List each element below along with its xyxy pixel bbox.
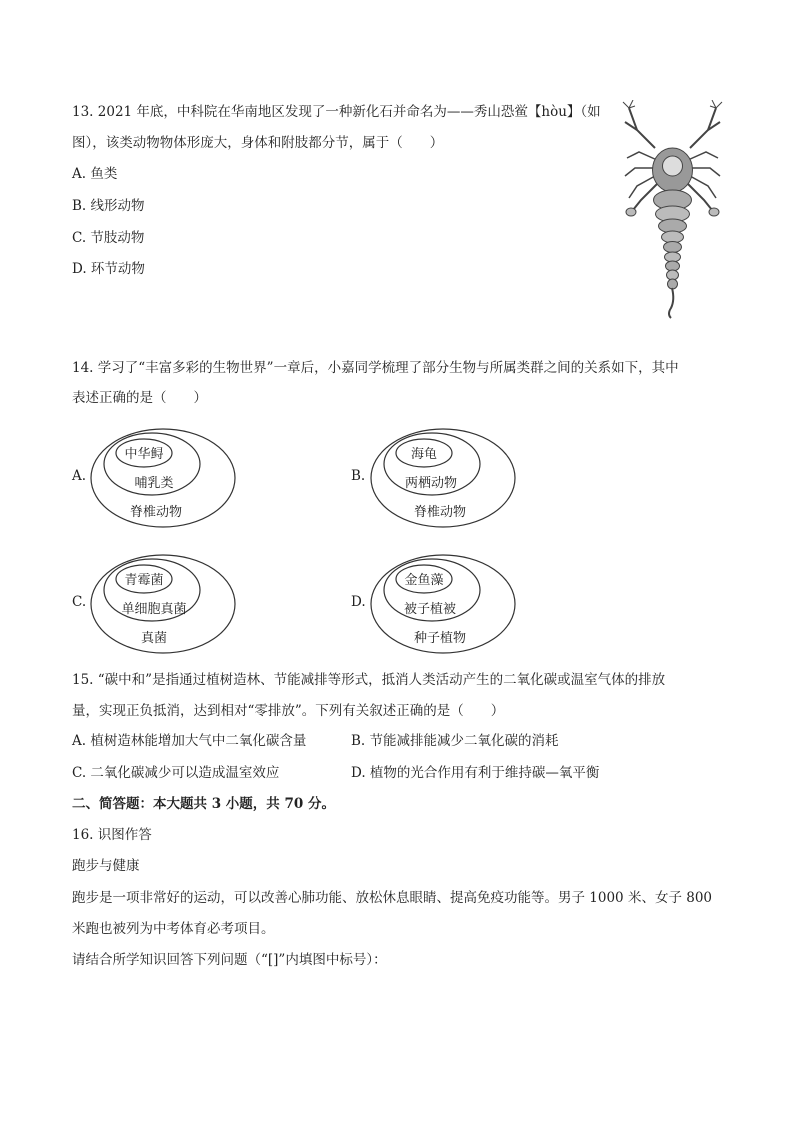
middle-label: 被子植被 <box>403 602 457 617</box>
q15-option-c: C. 二氧化碳减少可以造成温室效应 <box>72 765 280 781</box>
q14-diagram-a-letter: A. <box>72 468 87 484</box>
q15-line2: 量，实现正负抵消，达到相对“零排放”。下列有关叙述正确的是（ ） <box>72 703 505 719</box>
q13-line1: 13. 2021 年底，中科院在华南地区发现了一种新化石并命名为——秀山恐鲎【hòu】（如 <box>72 104 601 120</box>
inner-label: 青霉菌 <box>124 573 164 588</box>
q16-subtitle: 跑步与健康 <box>72 858 140 874</box>
q14-diagram-c <box>88 552 238 656</box>
inner-label: 海龟 <box>410 447 438 462</box>
q15-option-b: B. 节能减排能减少二氧化碳的消耗 <box>351 733 559 749</box>
q14-diagram-a <box>88 426 238 530</box>
middle-label: 哺乳类 <box>134 476 174 491</box>
q14-diagram-d <box>368 552 518 656</box>
q14-line1: 14. 学习了“丰富多彩的生物世界”一章后，小嘉同学梳理了部分生物与所属类群之间的关系如下，其中 <box>72 360 679 376</box>
q16-para1: 跑步是一项非常好的运动，可以改善心肺功能、放松休息眼睛、提高免疫功能等。男子 1000 米、女子 800 <box>72 890 712 906</box>
inner-label: 金鱼藻 <box>404 573 444 588</box>
middle-label: 两栖动物 <box>404 476 458 491</box>
q14-diagram-c-letter: C. <box>72 594 87 610</box>
q16-para2: 米跑也被列为中考体育必考项目。 <box>72 921 275 937</box>
q13-option-b: B. 线形动物 <box>72 198 145 214</box>
outer-label: 脊椎动物 <box>413 505 467 520</box>
q14-diagram-b-letter: B. <box>351 468 366 484</box>
section-heading: 二、简答题：本大题共 3 小题，共 70 分。 <box>72 796 335 812</box>
outer-label: 真菌 <box>140 631 168 646</box>
sea-scorpion-illustration <box>615 100 730 320</box>
q14-line2: 表述正确的是（ ） <box>72 390 207 406</box>
q15-option-a: A. 植树造林能增加大气中二氧化碳含量 <box>72 733 307 749</box>
inner-label: 中华鲟 <box>124 447 164 462</box>
q13-line2: 图），该类动物物体形庞大，身体和附肢都分节，属于（ ） <box>72 135 444 151</box>
outer-label: 种子植物 <box>413 631 467 646</box>
outer-label: 脊椎动物 <box>129 505 183 520</box>
q13-option-d: D. 环节动物 <box>72 261 145 277</box>
q15-line1: 15. “碳中和”是指通过植树造林、节能减排等形式，抵消人类活动产生的二氧化碳或温室气体的排放 <box>72 672 666 688</box>
q16-para3: 请结合所学知识回答下列问题（“[]”内填图中标号）： <box>72 952 387 968</box>
middle-label: 单细胞真菌 <box>121 602 187 617</box>
q13-option-c: C. 节肢动物 <box>72 230 145 246</box>
q13-option-a: A. 鱼类 <box>72 166 118 182</box>
q16-title: 16. 识图作答 <box>72 827 152 843</box>
q14-diagram-b <box>368 426 518 530</box>
q15-option-d: D. 植物的光合作用有利于维持碳—氧平衡 <box>351 765 600 781</box>
q14-diagram-d-letter: D. <box>351 594 366 610</box>
